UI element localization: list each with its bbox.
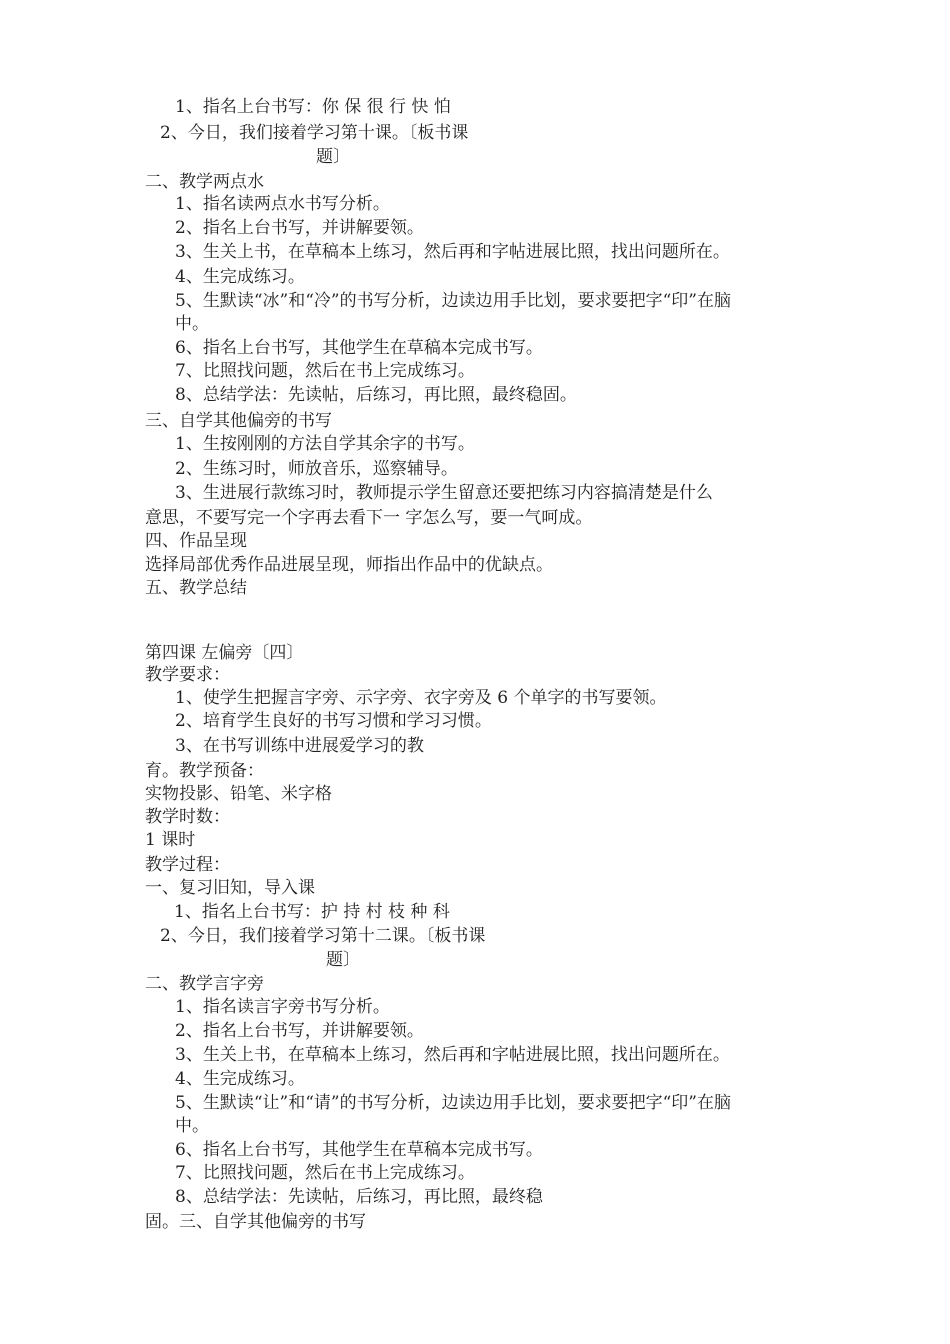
section-heading: 一、复习旧知，导入课 (145, 878, 315, 898)
text-line: 3、生关上书，在草稿本上练习，然后再和字帖进展比照，找出问题所在。 (175, 1045, 730, 1065)
text-line: 6、指名上台书写，其他学生在草稿本完成书写。 (175, 338, 543, 358)
text-line: 2、今日，我们接着学习第十二课。〔板书课 (160, 926, 486, 946)
text-line: 题〕 (316, 147, 350, 167)
text-line: 2、指名上台书写，并讲解要领。 (175, 1021, 424, 1041)
text-line: 题〕 (326, 950, 360, 970)
text-line: 2、今日，我们接着学习第十课。〔板书课 (160, 123, 469, 143)
text-line: 4、生完成练习。 (175, 1069, 305, 1089)
text-line: 意思，不要写完一个字再去看下一 字怎么写，要一气呵成。 (145, 508, 593, 528)
text-line: 5、生默读“冰”和“冷”的书写分析，边读边用手比划，要求要把字“印”在脑 (175, 291, 731, 311)
text-line: 固。三、自学其他偏旁的书写 (145, 1212, 366, 1232)
text-line: 实物投影、铅笔、米字格 (145, 784, 332, 804)
section-heading: 二、教学两点水 (145, 172, 264, 192)
text-line: 7、比照找问题，然后在书上完成练习。 (175, 1163, 475, 1183)
text-line: 中。 (175, 1116, 209, 1136)
text-line: 1、指名上台书写：护 持 村 枝 种 科 (174, 902, 450, 922)
text-line: 1、生按刚刚的方法自学其余字的书写。 (175, 434, 475, 454)
text-line: 1 课时 (145, 830, 196, 850)
text-line: 1、指名上台书写：你 保 很 行 快 怕 (175, 97, 451, 117)
text-line: 1、指名读言字旁书写分析。 (175, 997, 390, 1017)
section-heading: 五、教学总结 (145, 578, 247, 598)
section-heading: 教学时数： (145, 807, 230, 827)
text-line: 7、比照找问题，然后在书上完成练习。 (175, 361, 475, 381)
text-line: 8、总结学法：先读帖，后练习，再比照，最终稳固。 (175, 385, 577, 405)
text-line: 4、生完成练习。 (175, 267, 305, 287)
section-heading: 三、自学其他偏旁的书写 (145, 411, 332, 431)
text-line: 1、指名读两点水书写分析。 (175, 194, 390, 214)
section-heading: 教学要求： (145, 665, 230, 685)
text-line: 8、总结学法：先读帖，后练习，再比照，最终稳 (175, 1187, 543, 1207)
lesson-title: 第四课 左偏旁〔四〕 (145, 643, 304, 663)
text-line: 5、生默读“让”和“请”的书写分析，边读边用手比划，要求要把字“印”在脑 (175, 1093, 731, 1113)
text-line: 中。 (175, 314, 209, 334)
text-line: 2、培育学生良好的书写习惯和学习习惯。 (175, 711, 492, 731)
text-line: 1、使学生把握言字旁、示字旁、衣字旁及 6 个单字的书写要领。 (175, 688, 667, 708)
section-heading: 二、教学言字旁 (145, 974, 264, 994)
text-line: 3、在书写训练中进展爱学习的教 (175, 736, 424, 756)
text-line: 2、生练习时，师放音乐，巡察辅导。 (175, 459, 458, 479)
text-line: 选择局部优秀作品进展呈现，师指出作品中的优缺点。 (145, 555, 553, 575)
text-line: 3、生关上书，在草稿本上练习，然后再和字帖进展比照，找出问题所在。 (175, 242, 730, 262)
text-line: 6、指名上台书写，其他学生在草稿本完成书写。 (175, 1140, 543, 1160)
text-line: 育。教学预备： (145, 761, 264, 781)
text-line: 3、生进展行款练习时，教师提示学生留意还要把练习内容搞清楚是什么 (175, 483, 713, 503)
section-heading: 四、作品呈现 (145, 531, 247, 551)
text-line: 2、指名上台书写，并讲解要领。 (175, 218, 424, 238)
section-heading: 教学过程： (145, 855, 230, 875)
